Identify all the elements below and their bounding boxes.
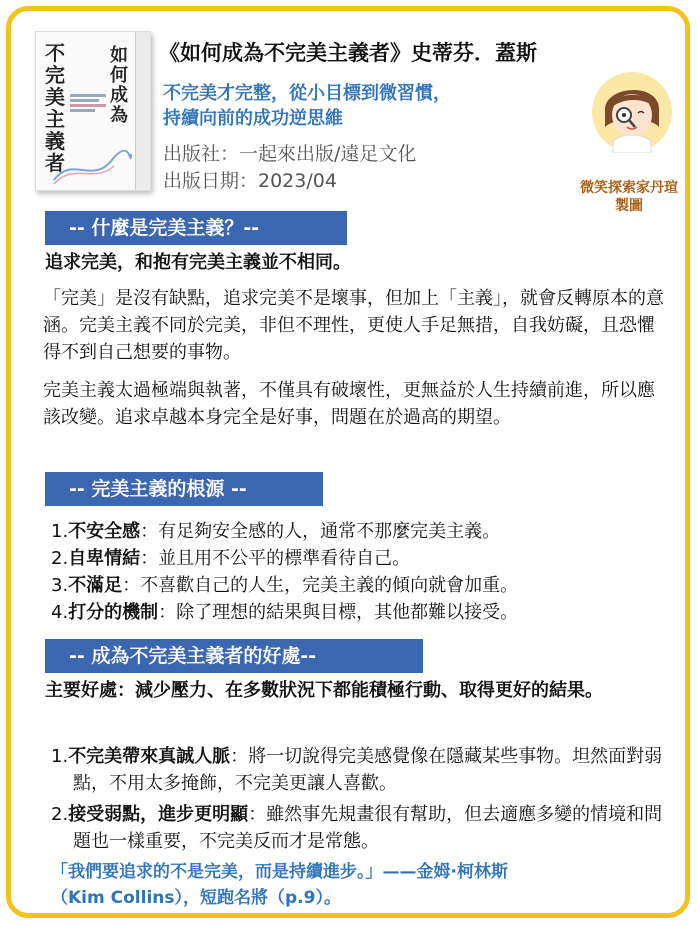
cover-title-top: 如何成為	[110, 45, 128, 126]
explorer-avatar-illustration	[591, 71, 673, 153]
credit-line: 製圖	[615, 198, 643, 214]
section1-paragraph: 「完美」是沒有缺點，追求完美不是壞事，但加上「主義」，就會反轉原本的意涵。完美主義不同於完美，非但不理性，更使人手足無措，自我妨礙，且恐懼得不到自己想要的事物。	[43, 288, 664, 363]
closing-quote	[51, 859, 671, 911]
publish-date: 出版日期：2023/04	[163, 170, 337, 192]
subtitle-line: 不完美才完整，從小目標到微習慣，	[163, 83, 451, 104]
section-header-roots: -- 完美主義的根源 --	[45, 472, 323, 506]
credit-line: 微笑探索家丹瑄	[580, 180, 678, 196]
section1-paragraph: 完美主義太過極端與執著，不僅具有破壞性，更無益於人生持續前進，所以應該改變。追求卓越本身完全是好事，問題在於過高的期望。	[43, 380, 655, 428]
list-item: 3.不滿足：不喜歡自己的人生，完美主義的傾向就會加重。	[51, 575, 519, 596]
infographic-card	[6, 6, 690, 918]
quote-line: （Kim Collins），短跑名將（p.9）。	[51, 888, 341, 908]
list-item: 1.不安全感：有足夠安全感的人，通常不那麼完美主義。	[51, 521, 501, 542]
cover-blurb-decoration	[70, 92, 106, 114]
cover-spine	[135, 32, 150, 190]
cover-swirl-graphic	[52, 150, 132, 186]
illustration-credit	[559, 179, 698, 215]
publisher: 出版社：一起來出版/遠足文化	[163, 143, 417, 165]
benefits-list	[51, 743, 675, 859]
section-header-benefits: -- 成為不完美主義者的好處--	[45, 639, 423, 673]
cover-title-main: 不完美主義者	[45, 41, 65, 175]
section1-lead: 追求完美，和抱有完美主義並不相同。	[45, 252, 351, 273]
section3-lead: 主要好處：減少壓力、在多數狀況下都能積極行動、取得更好的結果。	[45, 680, 603, 701]
section-header-what-is-perfectionism: -- 什麼是完美主義？--	[45, 211, 347, 245]
list-item: 2.接受弱點，進步更明顯：雖然事先規畫很有幫助，但去適應多變的情境和問題也一樣重要，不完美反而才是常態。	[51, 804, 663, 852]
subtitle-line: 持續向前的成功逆思維	[163, 108, 343, 129]
book-title: 《如何成為不完美主義者》史蒂芬．蓋斯	[159, 41, 537, 65]
book-subtitle	[163, 81, 543, 131]
list-item: 2.自卑情結：並且用不公平的標準看待自己。	[51, 548, 411, 569]
list-item: 4.打分的機制：除了理想的結果與目標，其他都難以接受。	[51, 602, 519, 623]
quote-line: 「我們要追求的不是完美，而是持續進步。」——金姆·柯林斯	[51, 862, 508, 882]
roots-list	[51, 518, 675, 626]
book-cover	[35, 31, 151, 191]
list-item: 1.不完美帶來真誠人脈：將一切說得完美感覺像在隱藏某些事物。坦然面對弱點，不用太多掩飾，不完美更讓人喜歡。	[51, 746, 663, 794]
